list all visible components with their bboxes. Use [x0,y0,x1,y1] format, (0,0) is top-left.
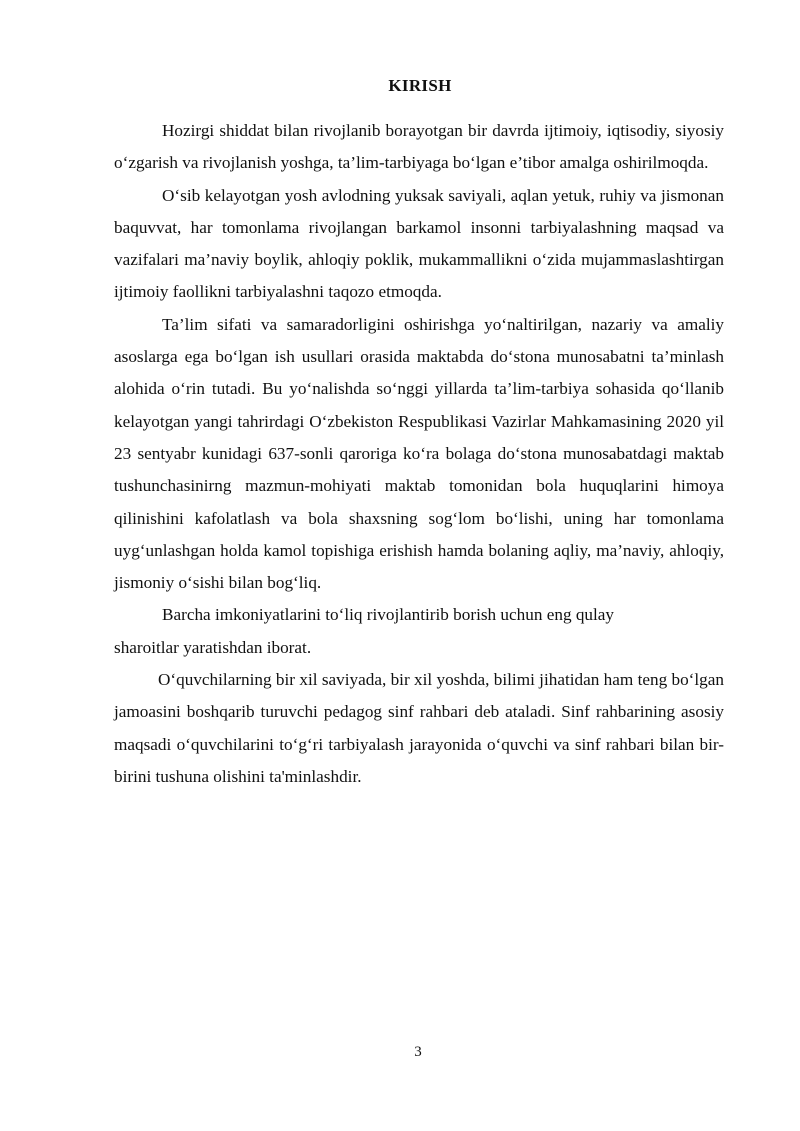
paragraph-4: Barcha imkoniyatlarini to‘liq rivojlantirib borish uchun eng qulay sharoitlar yaratishdan iborat. [114,605,615,657]
document-title: KIRISH [388,76,452,95]
paragraph-5: O‘quvchilarning bir xil saviyada, bir xil yoshda, bilimi jihatidan ham teng bo‘lgan jamoasini boshqarib turuvchi pedagog sinf rahbari deb ataladi. Sinf rahbarining asosiy maqsadi o‘quvchilarini to‘g‘ri tarbiyalash jarayonida o‘quvchi va sinf rahbari bilan bir-birini tushuna olishini ta'minlashdir. [114,670,724,786]
paragraph-2: O‘sib kelayotgan yosh avlodning yuksak saviyali, aqlan yetuk, ruhiy va jismonan baquvvat, har tomonlama rivojlangan barkamol insonni tarbiyalashning maqsad va vazifalari ma’naviy boylik, ahloqiy poklik, mukammallikni o‘zida mujammaslashtirgan ijtimoiy faollikni tarbiyalashni taqozo etmoqda. [114,185,724,302]
document-body [114,115,724,793]
paragraph-1: Hozirgi shiddat bilan rivojlanib borayotgan bir davrda ijtimoiy, iqtisodiy, siyosiy o‘zgarish va rivojlanish yoshga, ta’lim-tarbiyaga bo‘lgan e’tibor amalga oshirilmoqda. [114,121,724,173]
page-number: 3 [414,1044,422,1060]
paragraph-3: Ta’lim sifati va samaradorligini oshirishga yo‘naltirilgan, nazariy va amaliy asoslarga ega bo‘lgan ish usullari orasida maktabda do‘stona munosabatni ta’minlash alohida o‘rin tutadi. Bu yo‘nalishda so‘nggi yillarda ta’lim-tarbiya sohasida qo‘llanib kelayotgan yangi tahrirdagi O‘zbekiston Respublikasi Vazirlar Mahkamasining 2020 yil 23 sentyabr kunidagi 637-sonli qaroriga ko‘ra bolaga do‘stona munosabatdagi maktab tushunchasinirng mazmun-mohiyati maktab tomonidan bola huquqlarini himoya qilinishini kafolatlash va bola shaxsning sog‘lom bo‘lishi, uning har tomonlama uyg‘unlashgan holda kamol topishiga erishish hamda bolaning aqliy, ma’naviy, ahloqiy, jismoniy o‘sishi bilan bog‘liq. [114,314,724,593]
